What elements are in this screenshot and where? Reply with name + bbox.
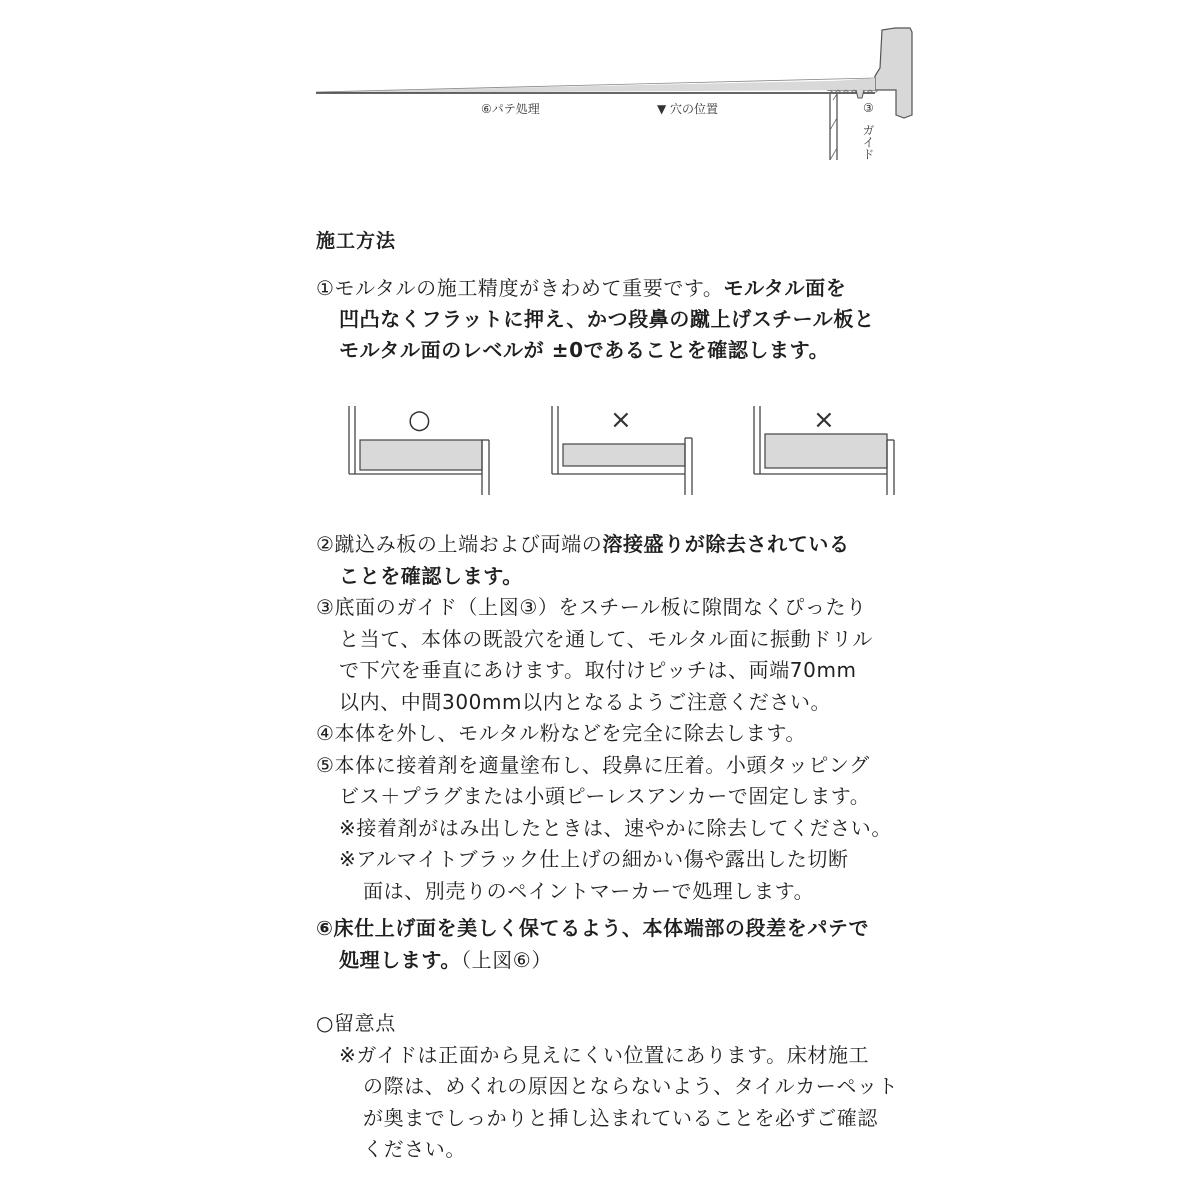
step-2-text: ②蹴込み板の上端および両端の (316, 532, 603, 556)
notes-line-3: が奥までしっかりと挿し込まれていることを必ずご確認 (363, 1105, 878, 1130)
step-6-line-1: ⑥床仕上げ面を美しく保てるよう、本体端部の段差をパテで (316, 916, 870, 940)
step-5-note-1: ※接着剤がはみ出したときは、速やかに除去してください。 (339, 815, 892, 840)
steps-2-to-5 (316, 529, 916, 907)
level-figure-ng-low (552, 405, 692, 495)
section-title: 施工方法 (316, 230, 397, 252)
step-5-note-2-cont: 面は、別売りのペイントマーカーで処理します。 (363, 878, 815, 903)
putty-wedge-shape (316, 80, 875, 93)
step-5-line-2: ビス＋プラグまたは小頭ピーレスアンカーで固定します。 (339, 784, 871, 808)
step-1-line-3: モルタル面のレベルが ±0であることを確認します。 (339, 338, 830, 362)
putty-label: ⑥パテ処理 (481, 102, 540, 116)
level-comparison-figures (340, 398, 910, 503)
notes-line-1: ※ガイドは正面から見えにくい位置にあります。床材施工 (339, 1042, 870, 1067)
ng-mark-1: × (610, 405, 632, 435)
guide-number-label: ③ (863, 101, 874, 115)
level-figure-ok (349, 405, 489, 495)
step-3-line-4: 以内、中間300mm以内となるようご注意ください。 (339, 689, 832, 714)
step-2-line-2: ことを確認します。 (339, 563, 523, 588)
guide-lip (856, 90, 864, 98)
step-3-line-2: と当て、本体の既設穴を通して、モルタル面に振動ドリル (339, 626, 873, 651)
step-5-note-2: ※アルマイトブラック仕上げの細かい傷や露出した切断 (339, 847, 849, 871)
step-1 (316, 273, 916, 366)
step-5-line-1: ⑤本体に接着剤を適量塗布し、段鼻に圧着。小頭タッピング (316, 752, 870, 777)
guide-label: ガイド (861, 124, 875, 160)
notes-line-4: ください。 (363, 1137, 466, 1161)
step-6 (316, 913, 916, 976)
step-6-line-2: 処理します。 (339, 947, 461, 972)
notes-heading: ○留意点 (316, 1011, 396, 1035)
step-3-line-3: で下穴を垂直にあけます。取付けピッチは、両端70mm (339, 658, 857, 682)
step-1-line-2: 凹凸なくフラットに押え、かつ段鼻の蹴上げスチール板と (339, 307, 875, 331)
notes-line-2: の際は、めくれの原因とならないよう、タイルカーペット (363, 1074, 899, 1098)
step-1-emphasis: モルタル面を (723, 276, 847, 300)
ok-mark: ○ (408, 405, 431, 435)
step-2-emphasis: 溶接盛りが除去されている (602, 532, 850, 556)
step-6-reference: （上図⑥） (461, 947, 552, 972)
step-1-text: ①モルタルの施工精度がきわめて重要です。 (316, 276, 724, 300)
hole-position-label: ▼ 穴の位置 (657, 102, 719, 116)
notes-section (316, 1008, 916, 1166)
nosing-cross-section-figure (300, 20, 940, 180)
level-figure-ng-high (754, 405, 894, 495)
ng-mark-2: × (813, 405, 835, 435)
step-4-text: ④本体を外し、モルタル粉などを完全に除去します。 (316, 721, 806, 745)
step-3-line-1: ③底面のガイド（上図③）をスチール板に隙間なくぴったり (316, 595, 867, 619)
